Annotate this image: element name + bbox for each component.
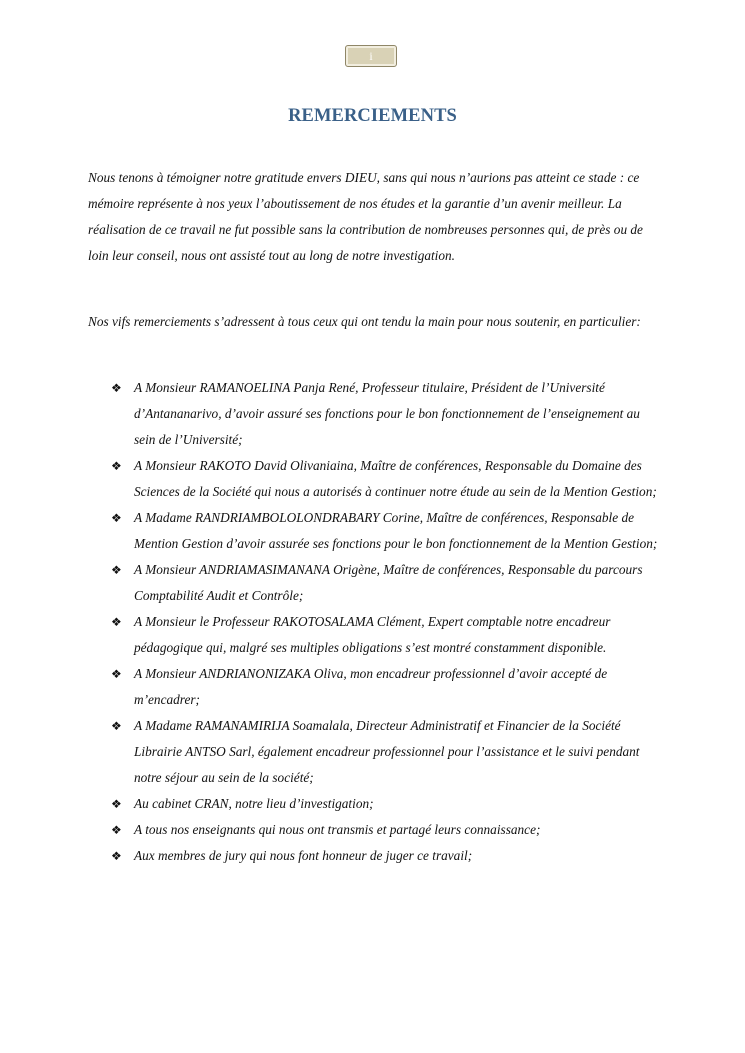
list-item: [88, 375, 662, 453]
diamond-bullet-icon: ❖: [111, 823, 122, 837]
diamond-bullet-icon: ❖: [111, 615, 122, 629]
diamond-bullet-icon: ❖: [111, 459, 122, 473]
list-item-text: A tous nos enseignants qui nous ont transmis et partagé leurs connaissance;: [134, 822, 541, 837]
list-item: [88, 661, 662, 713]
list-item: [88, 843, 662, 869]
diamond-bullet-icon: ❖: [111, 511, 122, 525]
list-item-text: Au cabinet CRAN, notre lieu d’investigation;: [134, 796, 374, 811]
acknowledgement-list: [88, 375, 662, 869]
list-item-text: A Monsieur le Professeur RAKOTOSALAMA Clément, Expert comptable notre encadreur pédagogique qui, malgré ses multiples obligations s’est montré constamment disponible.: [134, 614, 611, 655]
diamond-bullet-icon: ❖: [111, 849, 122, 863]
list-item-text: A Monsieur ANDRIAMASIMANANA Origène, Maître de conférences, Responsable du parcours Comptabilité Audit et Contrôle;: [134, 562, 643, 603]
intro-paragraph-particular: Nos vifs remerciements s’adressent à tous ceux qui ont tendu la main pour nous soutenir, en particulier:: [88, 314, 641, 329]
diamond-bullet-icon: ❖: [111, 563, 122, 577]
list-item-text: A Monsieur RAMANOELINA Panja René, Professeur titulaire, Président de l’Université d’Antananarivo, d’avoir assuré ses fonctions pour le bon fonctionnement de l’enseignement au sein de l’Université;: [134, 380, 640, 447]
diamond-bullet-icon: ❖: [111, 719, 122, 733]
list-item-text: A Monsieur RAKOTO David Olivaniaina, Maître de conférences, Responsable du Domaine des Sciences de la Société qui nous a autorisés à continuer notre étude au sein de la Mention Gestion;: [134, 458, 657, 499]
page-number-badge: i: [345, 45, 397, 67]
list-item-text: A Madame RAMANAMIRIJA Soamalala, Directeur Administratif et Financier de la Société Librairie ANTSO Sarl, également encadreur professionnel pour l’assistance et le suivi pendant notre séjour au sein de la société;: [134, 718, 640, 785]
diamond-bullet-icon: ❖: [111, 797, 122, 811]
list-item: [88, 609, 662, 661]
list-item: [88, 557, 662, 609]
list-item: [88, 791, 662, 817]
list-item-text: A Monsieur ANDRIANONIZAKA Oliva, mon encadreur professionnel d’avoir accepté de m’encadrer;: [134, 666, 608, 707]
page-title: REMERCIEMENTS: [288, 106, 457, 126]
list-item: [88, 817, 662, 843]
intro-paragraph: Nous tenons à témoigner notre gratitude envers DIEU, sans qui nous n’aurions pas atteint ce stade : ce mémoire représente à nos yeux l’aboutissement de nos études et la garantie d’un avenir meilleur. La réalisation de ce travail ne fut possible sans la contribution de nombreuses personnes qui, de près ou de loin leur conseil, nous ont assisté tout au long de notre investigation.: [88, 170, 643, 263]
list-item-text: A Madame RANDRIAMBOLOLONDRABARY Corine, Maître de conférences, Responsable de Mention Gestion d’avoir assurée ses fonctions pour le bon fonctionnement de la Mention Gestion;: [134, 510, 658, 551]
list-item: [88, 713, 662, 791]
list-item: [88, 453, 662, 505]
diamond-bullet-icon: ❖: [111, 667, 122, 681]
list-item-text: Aux membres de jury qui nous font honneur de juger ce travail;: [134, 848, 473, 863]
diamond-bullet-icon: ❖: [111, 381, 122, 395]
list-item: [88, 505, 662, 557]
